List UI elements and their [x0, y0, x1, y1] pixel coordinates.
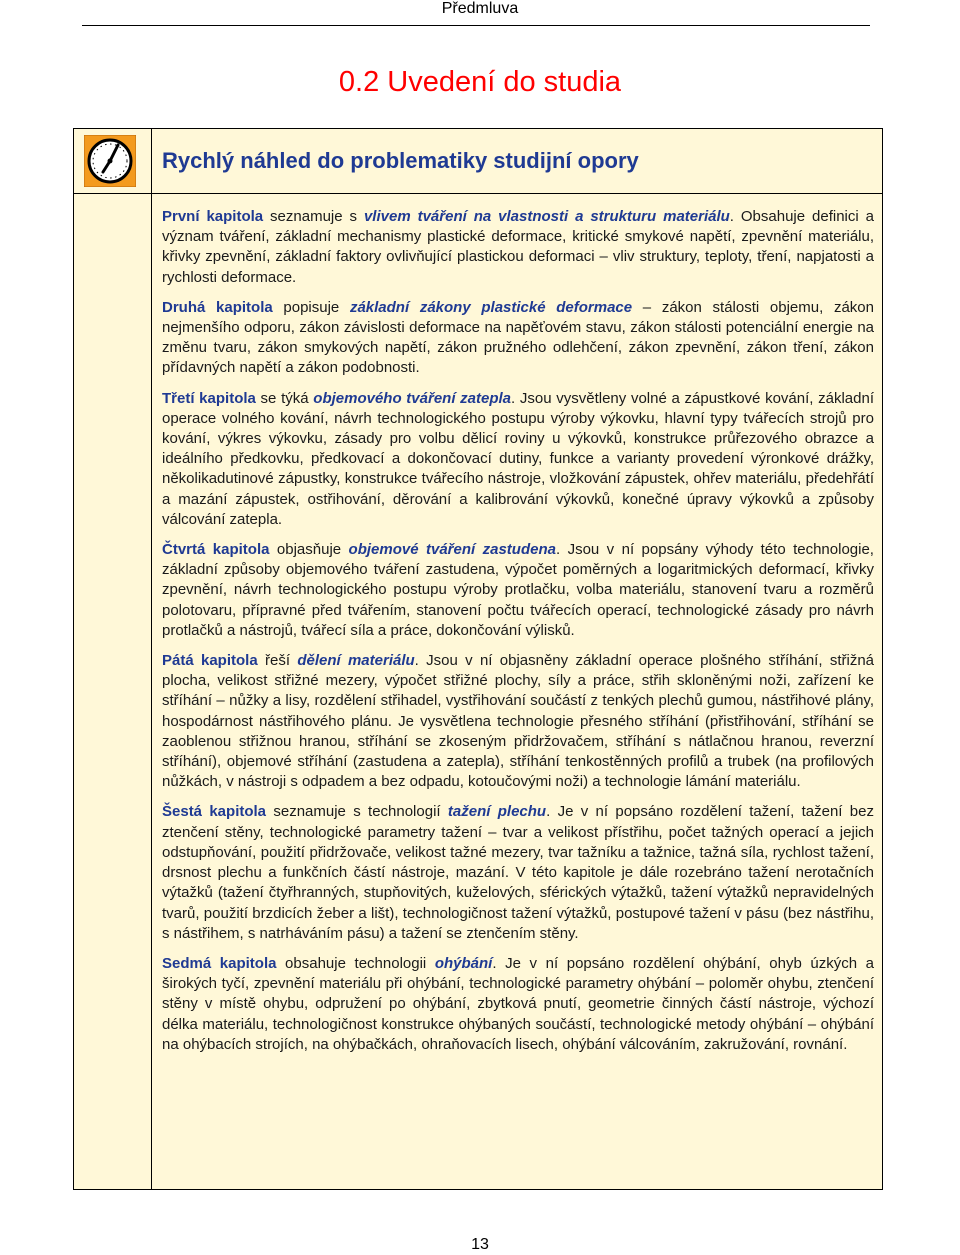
- chapter-summary-paragraph: [162, 207, 874, 288]
- chapter-summary-paragraph: [162, 954, 874, 1055]
- chapter-topic: objemové tváření zastudena: [348, 541, 556, 559]
- chapter-topic: dělení materiálu: [297, 652, 415, 670]
- chapter-label: Šestá kapitola: [162, 803, 267, 821]
- running-header: Předmluva: [441, 0, 519, 17]
- box-column-divider: [151, 129, 152, 1189]
- chapter-summary-paragraph: [162, 389, 874, 530]
- summary-text: . Jsou v ní objasněny základní operace plošného stříhání, střižná plocha, velikost střižné mezery, výpočet střižné plochy, síly a práce, střih skloněnými noži, zařízení ke stříhání – nůžky a lisy, rozdělení střihadel, vystřihování součástí z tenkých plechů gumou, nástřihové plány, hospodárnost nástřihového plánu. Je vysvětlena technologie přesného stříhání (přistřihování, stříhání se zaoblenou střižnou hranou, stříhání se zkoseným přidržovačem, stříhání s nátlačnou hranou, reverzní stříhání), objemové stříhání (zastudena a zatepla), stříhání tenkostěnných profilů a trubek (na profilových nůžkách, v nástroji s odpadem a bez odpadu, kotoučovými noži) a technologie lámání materiálu.: [162, 652, 875, 791]
- summary-text: . Jsou v ní popsány výhody této technologie, základní způsoby objemového tváření zastudena, výpočet poměrných a logaritmických deformací, křivky zpevnění, návrh technologického postupu výroby protlačku, volba materiálu, stanovení tvaru a rozměrů polotovaru, přípravné před tvářením, stanovení počtu tvářecích operací, technologické zásady pro návrh protlačků a nástrojů, tvářecí síla a práce, dokončování výlisků.: [162, 541, 874, 639]
- chapter-label: Pátá kapitola: [162, 652, 258, 670]
- summary-text: řeší: [257, 652, 298, 670]
- chapter-summary-paragraph: [162, 540, 874, 641]
- chapter-label: První kapitola: [162, 208, 264, 225]
- header-rule: [82, 25, 870, 26]
- chapter-summary-paragraph: [162, 802, 874, 943]
- chapter-summaries: [162, 207, 874, 1065]
- chapter-label: Třetí kapitola: [162, 389, 256, 407]
- chapter-label: Čtvrtá kapitola: [162, 541, 270, 559]
- summary-text: seznamuje s technologií: [266, 803, 448, 821]
- chapter-topic: vlivem tváření na vlastnosti a strukturu materiálu: [363, 208, 730, 225]
- chapter-label: Druhá kapitola: [162, 298, 273, 316]
- summary-text: popisuje: [272, 298, 350, 316]
- chapter-summary-paragraph: [162, 298, 874, 379]
- box-header-divider: [74, 193, 882, 194]
- summary-text: – zákon stálosti objemu, zákon nejmenšího odporu, zákon závislosti deformace na napěťovém stavu, zákon stálosti potenciální energie na změnu tvaru, zákon smykových napětí, zákon pružného odlehčení, zákon zpevnění, zákon tření, zákon přídavných napětí a zákon podobnosti.: [162, 298, 874, 377]
- overview-box: [73, 128, 883, 1190]
- chapter-summary-paragraph: [162, 651, 874, 792]
- section-title: 0.2 Uvedení do studia: [338, 66, 622, 98]
- box-title: Rychlý náhled do problematiky studijní opory: [162, 148, 639, 173]
- summary-text: . Obsahuje definici a význam tváření, základní mechanismy plastické deformace, kritické smykové napětí, zpevnění materiálu, křivky zpevnění, základní faktory ovlivňující plastickou deformaci – vliv struktury, teploty, tření, napjatosti a rychlosti deformace.: [162, 208, 874, 286]
- chapter-topic: základní zákony plastické deformace: [349, 298, 633, 316]
- summary-text: seznamuje s: [263, 208, 364, 225]
- chapter-topic: ohýbání: [434, 954, 493, 972]
- chapter-topic: objemového tváření zatepla: [313, 389, 512, 407]
- clock-icon: [84, 135, 136, 187]
- summary-text: objasňuje: [269, 541, 349, 559]
- summary-text: se týká: [255, 389, 314, 407]
- chapter-topic: tažení plechu: [447, 803, 547, 821]
- page-number: 13: [471, 1236, 489, 1253]
- summary-text: . Jsou vysvětleny volné a zápustkové kování, základní operace volného kování, návrh technologického postupu výroby výkovku, hlavní typy tvářecích strojů pro kování, výkres výkovku, zásady pro volbu dělicí roviny u výkovků, konstrukce průřezového obrazce a ideálního předkovku, předkovací a dokončovací dutiny, funkce a varianty provedení výronkové drážky, několikadutinové zápustky, konstrukce tvářecího nástroje, vložkování zápustek, ohřev materiálu, předehřátí a mazání zápustek, ostřihování, děrování a kalibrování výkovků, konečné úpravy výkovků a způsoby válcování zatepla.: [162, 389, 874, 528]
- chapter-label: Sedmá kapitola: [162, 954, 277, 972]
- summary-text: . Je v ní popsáno rozdělení tažení, tažení bez ztenčení stěny, technologické parametry tažení – tvar a velikost přístřihu, počet tažných operací a jejich odstupňování, použití přidržovače, velikost tažné mezery, tvar tažníku a tažnice, tažná síla, rychlost tažení, drsnost plechu a funkčních částí nástroje, mazání. V této kapitole je dále rozebráno tažení nerotačních výtažků (tažení čtyřhranných, stupňovitých, kuželových, sférických výtažků, tažení výtažků nepravidelných tvarů, použití brzdicích žeber a lišt), technologičnost tažení výtažků, postupové tažení v pásu (bez nástřihu, s nástřihem, s natrháváním pásu) a tažení se ztenčením stěny.: [162, 803, 874, 942]
- summary-text: obsahuje technologii: [276, 954, 435, 972]
- summary-text: . Je v ní popsáno rozdělení ohýbání, ohyb úzkých a širokých tyčí, zpevnění materiálu při ohýbání, technologické parametry ohýbání – poloměr ohybu, ztenčení stěny v místě ohybu, odpružení po ohýbání, zbytková pnutí, geometrie činných částí nástroje, výchozí délka materiálu, technologičnost konstrukce ohýbaných součástí, technologické metody ohýbání – ohýbání na ohýbacích strojích, na ohýbačkách, ohraňovacích lisech, ohýbání válcováním, zakružování, rovnání.: [162, 954, 875, 1053]
